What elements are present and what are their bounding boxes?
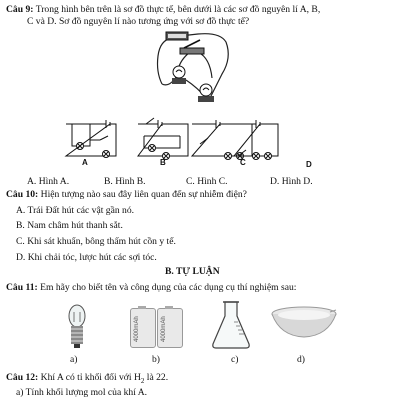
q9-number: Câu 9: — [6, 4, 34, 15]
q10-number: Câu 10: — [6, 189, 39, 200]
real-circuit-diagram — [150, 28, 240, 110]
q12-text-a: Khí A có tỉ khối đối với H — [40, 372, 141, 383]
q10-option-b[interactable]: B. Nam châm hút thanh sắt. — [16, 220, 123, 231]
q10-text: Hiện tượng nào sau đây liên quan đến sự nhiễm điện? — [40, 189, 247, 200]
q9-line1 — [6, 4, 320, 15]
schematic-diagrams — [60, 116, 280, 168]
diagram-label-a: A — [82, 158, 88, 167]
evaporating-dish-image — [270, 306, 338, 340]
schematic-d — [234, 120, 278, 160]
diagram-label-d: D — [306, 160, 312, 169]
q10-line — [6, 189, 247, 200]
q12-subscript: 2 — [140, 376, 145, 385]
diagram-label-b: B — [160, 158, 166, 167]
q12-number: Câu 12: — [6, 372, 39, 383]
diagram-label-c: C — [240, 158, 246, 167]
q12-text-b: là 22. — [144, 372, 169, 383]
erlenmeyer-flask-image — [210, 300, 252, 350]
batteries-image — [130, 306, 184, 346]
q12-line — [6, 372, 168, 387]
battery-2-text: 4000mAh — [161, 316, 167, 342]
section-heading: B. TỰ LUẬN — [165, 266, 220, 277]
q11-text: Em hãy cho biết tên và công dụng của các dụng cụ thí nghiệm sau: — [40, 282, 297, 293]
q11-label-b: b) — [152, 354, 160, 365]
battery-1-text: 4000mAh — [134, 316, 140, 342]
q11-number: Câu 11: — [6, 282, 38, 293]
q10-option-c[interactable]: C. Khi sát khuẩn, bông thấm hút cồn y tế. — [16, 236, 176, 247]
q10-option-d[interactable]: D. Khi chải tóc, lược hút các sợi tóc. — [16, 252, 157, 263]
q9-text-2: C và D. Sơ đồ nguyên lí nào tương ứng với sơ đồ thực tế? — [27, 16, 250, 27]
q11-line — [6, 282, 296, 293]
schematic-a — [66, 120, 116, 158]
q9-option-a[interactable]: A. Hình A. — [27, 176, 70, 187]
light-bulb-image — [66, 302, 88, 350]
q9-option-d[interactable]: D. Hình D. — [270, 176, 313, 187]
q10-option-a[interactable]: A. Trái Đất hút các vật gần nó. — [16, 205, 135, 216]
schematic-c — [192, 120, 252, 160]
q9-option-b[interactable]: B. Hình B. — [104, 176, 146, 187]
q11-label-d: d) — [297, 354, 305, 365]
q11-label-c: c) — [231, 354, 239, 365]
q12-item-a: a) Tính khối lượng mol của khí A. — [16, 387, 148, 398]
schematic-b — [138, 118, 188, 160]
q11-label-a: a) — [70, 354, 78, 365]
q9-option-c[interactable]: C. Hình C. — [186, 176, 228, 187]
q9-text-1: Trong hình bên trên là sơ đồ thực tế, bên dưới là các sơ đồ nguyên lí A, B, — [35, 4, 321, 15]
